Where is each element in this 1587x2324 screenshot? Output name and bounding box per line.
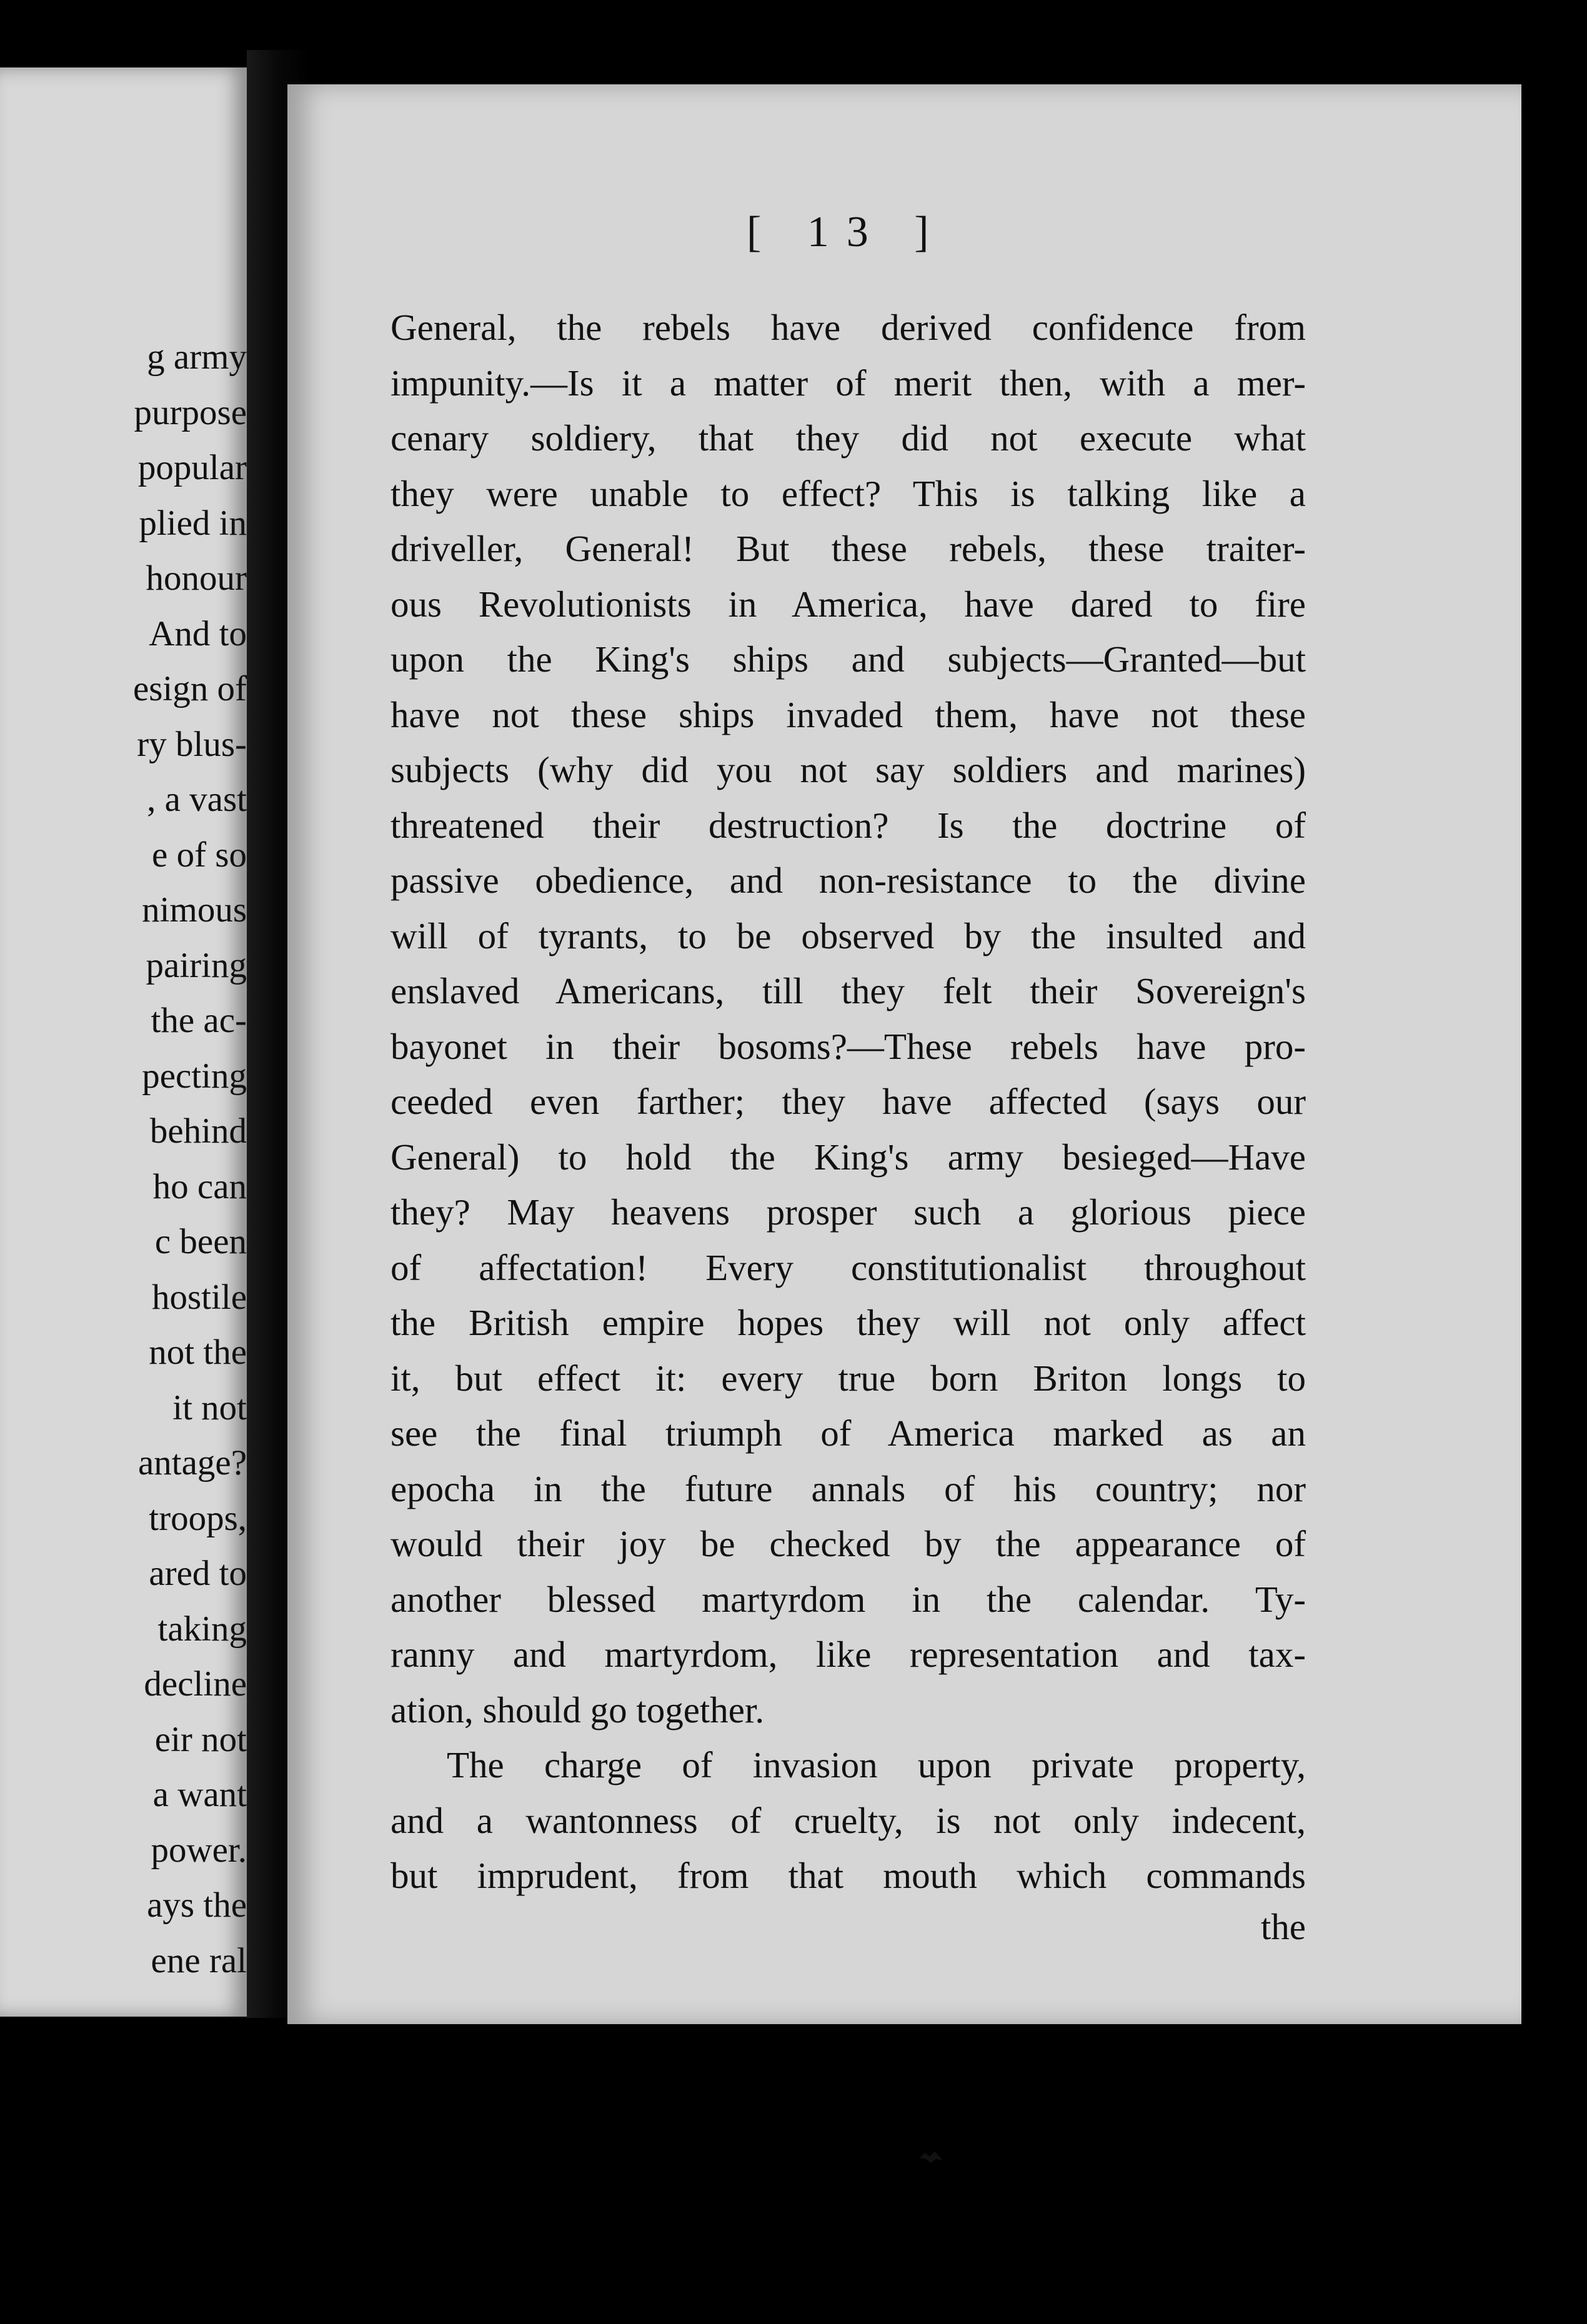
text-line: subjects (why did you not say soldiers and marines) (391, 749, 1306, 790)
text-line: and a wantonness of cruelty, is not only indecent, (391, 1799, 1306, 1841)
left-page (0, 67, 247, 2017)
text-line: it, but effect it: every true born Briton longs to (391, 1357, 1306, 1399)
left-line: antage? (137, 1443, 247, 1482)
page-number: [ 13 ] (747, 208, 947, 256)
left-line: popular (137, 448, 247, 487)
right-page-text (391, 300, 1306, 1904)
text-line: bayonet in their bosoms?—These rebels have pro- (391, 1025, 1306, 1067)
left-line: honour (146, 559, 247, 598)
left-line: it not (172, 1388, 247, 1428)
left-line: ays the (147, 1885, 247, 1925)
text-line: upon the King's ships and subjects—Granted—but (391, 638, 1306, 680)
left-line: eir not (154, 1719, 247, 1759)
text-line: enslaved Americans, till they felt their Sovereign's (391, 970, 1306, 1011)
text-line: the British empire hopes they will not only affect (391, 1302, 1306, 1343)
left-line: pecting (142, 1056, 247, 1096)
text-line: ous Revolutionists in America, have dared to fire (391, 583, 1306, 625)
text-line: another blessed martyrdom in the calendar. Ty- (391, 1578, 1306, 1620)
text-line: driveller, General! But these rebels, these traiter- (391, 528, 1306, 569)
left-line: ene ral (151, 1940, 247, 1980)
text-line: threatened their destruction? Is the doctrine of (391, 804, 1306, 846)
left-line: power. (151, 1830, 247, 1870)
text-line: ranny and martyrdom, like representation and tax- (391, 1634, 1306, 1675)
text-line: ation, should go together. (391, 1689, 765, 1731)
text-line: ceeded even farther; they have affected (says our (391, 1081, 1306, 1122)
text-line: epocha in the future annals of his country; nor (391, 1467, 1306, 1509)
left-line: the ac- (151, 1001, 247, 1040)
text-line: have not these ships invaded them, have not these (391, 693, 1306, 735)
left-line: pairing (146, 945, 247, 985)
text-line: passive obedience, and non-resistance to the divine (391, 860, 1306, 901)
left-line: esign of (132, 669, 247, 708)
left-line: troops, (149, 1498, 247, 1538)
left-line: , a vast (147, 780, 247, 819)
left-line: not the (149, 1333, 247, 1372)
left-line: behind (149, 1111, 247, 1151)
left-line: g army (147, 337, 247, 377)
left-line: decline (144, 1664, 247, 1704)
text-line: would their joy be checked by the appearance of (391, 1523, 1306, 1564)
text-line: General, the rebels have derived confidence from (391, 307, 1306, 348)
paragraph-start-line: The charge of invasion upon private property, (447, 1744, 1306, 1785)
text-line: impunity.—Is it a matter of merit then, with a mer- (391, 362, 1306, 404)
left-line: And to (149, 613, 247, 653)
left-line: ared to (149, 1554, 247, 1593)
left-line: nimous (142, 890, 247, 930)
left-page-text (21, 330, 247, 1989)
left-line: e of so (152, 835, 247, 875)
text-line: they were unable to effect? This is talking like a (391, 472, 1306, 514)
catchword: the (1260, 1906, 1306, 1947)
left-line: purpose (134, 392, 247, 432)
left-line: taking (157, 1609, 247, 1649)
text-line: of affectation! Every constitutionalist throughout (391, 1246, 1306, 1288)
text-line: they? May heavens prosper such a glorious piece (391, 1191, 1306, 1233)
text-line: will of tyrants, to be observed by the insulted and (391, 915, 1306, 956)
left-line: ry blus- (137, 724, 247, 764)
left-line: ho can (152, 1166, 247, 1206)
text-line: but imprudent, from that mouth which commands (391, 1855, 1306, 1896)
left-line: hostile (152, 1277, 247, 1317)
printer-ornament-icon (918, 2149, 943, 2165)
text-line: see the final triumph of America marked as an (391, 1413, 1306, 1454)
left-line: a want (152, 1775, 247, 1814)
text-line: cenary soldiery, that they did not execute what (391, 417, 1306, 459)
text-line: General) to hold the King's army besieged—Have (391, 1136, 1306, 1178)
left-line: c been (154, 1222, 247, 1261)
left-line: plied in (139, 503, 247, 543)
